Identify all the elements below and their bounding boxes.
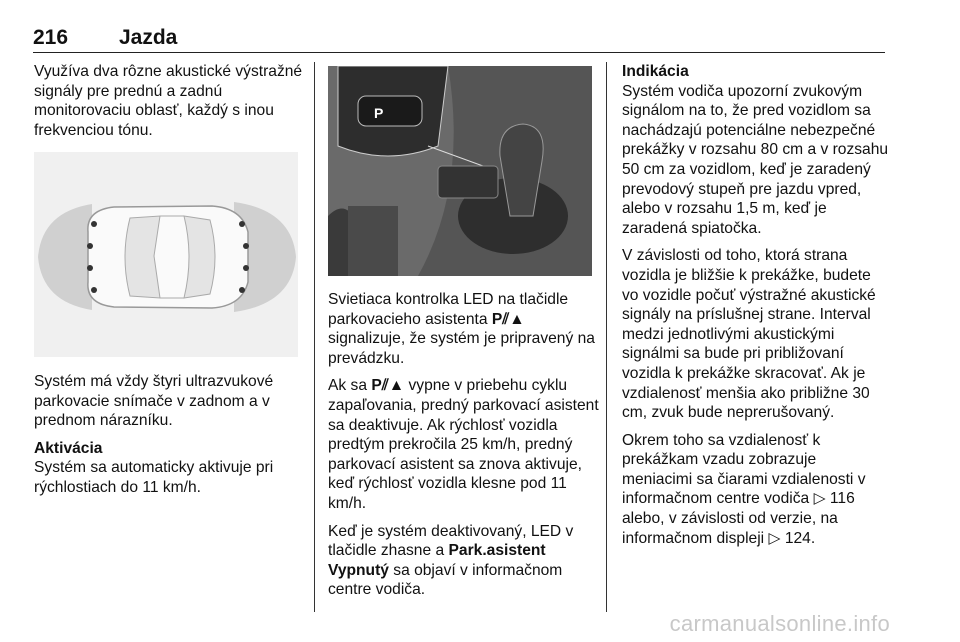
column-1 [34,62,309,148]
column-divider [314,62,315,612]
paragraph [328,522,600,600]
column-2 [328,290,600,608]
park-assist-button-icon: P [374,105,384,121]
console-photo [328,66,592,276]
text: Ak sa [328,377,367,395]
paragraph [328,376,600,513]
page-ref-icon: ▷ [813,490,826,508]
paragraph [328,290,600,368]
paragraph: Systém sa automaticky aktivuje pri rýchlostiach do 11 km/h. [34,459,274,496]
column-divider [606,62,607,612]
paragraph: V závislosti od toho, ktorá strana vozidla je bližšie k prekážke, budete vo vozidle počuť výstražné akustické signály na príslušnej strane. Interval medzi jednotlivými akustickými signálmi sa bude pri približovaní vozidla k prekážke skracovať. Ak je vzdialenosť menšia ako približne 30 cm, zvuk bude neprerušovaný. [622,247,876,422]
bold-text: Park.asistent Vypnutý [328,542,546,579]
paragraph: Systém vodiča upozorní zvukovým signálom na to, že pred vozidlom sa nachádzajú potenciálne nebezpečné prekážky v rozsahu 80 cm a v rozsahu 50 cm za vozidlom, keď je zaradený prevodový stupeň pre jazdu vpred, alebo v rozsahu 1,5 m, keď je zaradená spiatočka. [622,82,889,237]
park-assist-icon: P⫽▲ [371,377,405,395]
text: Keď je systém deaktivovaný, LED v tlačidle zhasne a [328,522,574,560]
text: alebo, v závislosti od verzie, na informačnom displeji [622,510,838,547]
paragraph: Využíva dva rôzne akustické výstražné signály pre prednú a zadnú monitorovaciu oblasť, každý s inou frekvenciou tónu. [34,63,303,139]
paragraph: Systém má vždy štyri ultrazvukové parkovacie snímače v zadnom a v prednom nárazníku. [34,373,274,430]
watermark: carmanualsonline.info [669,611,890,636]
text: sa objaví v informačnom centre vodiča. [328,561,563,599]
section-heading: Aktivácia [34,439,103,457]
gear-lever-console-icon [328,66,592,276]
section-heading: Indikácia [622,63,689,80]
column-3 [622,62,890,556]
text: Okrem toho sa vzdialenosť k prekážkam vzadu zobrazuje meniacimi sa čiarami vzdialenosti v informačnom centre vodiča [622,431,866,508]
text: Svietiaca kontrolka LED na tlačidle parkovacieho asistenta [328,291,569,328]
page-ref-icon: ▷ [768,529,781,547]
car-sensor-illustration [34,152,298,357]
car-top-view-icon [34,152,298,357]
column-1-continued [34,372,309,506]
park-assist-icon: P⫽▲ [491,310,525,328]
chapter-title: Jazda [119,26,178,49]
page-header [33,22,885,53]
page-ref[interactable]: 116 [829,490,855,508]
paragraph [622,431,890,549]
page-ref[interactable]: 124. [784,529,816,547]
text: vypne v priebehu cyklu zapaľovania, predný parkovací asistent sa deaktivuje. Ak rýchlosť vozidla predtým prekročila 25 km/h, predný parkovací asistent sa znova aktivuje, keď rýchlosť vozidla klesne pod 11 km/h. [328,377,599,512]
text: signalizuje, že systém je pripravený na prevádzku. [328,330,595,367]
page-number: 216 [33,26,69,49]
